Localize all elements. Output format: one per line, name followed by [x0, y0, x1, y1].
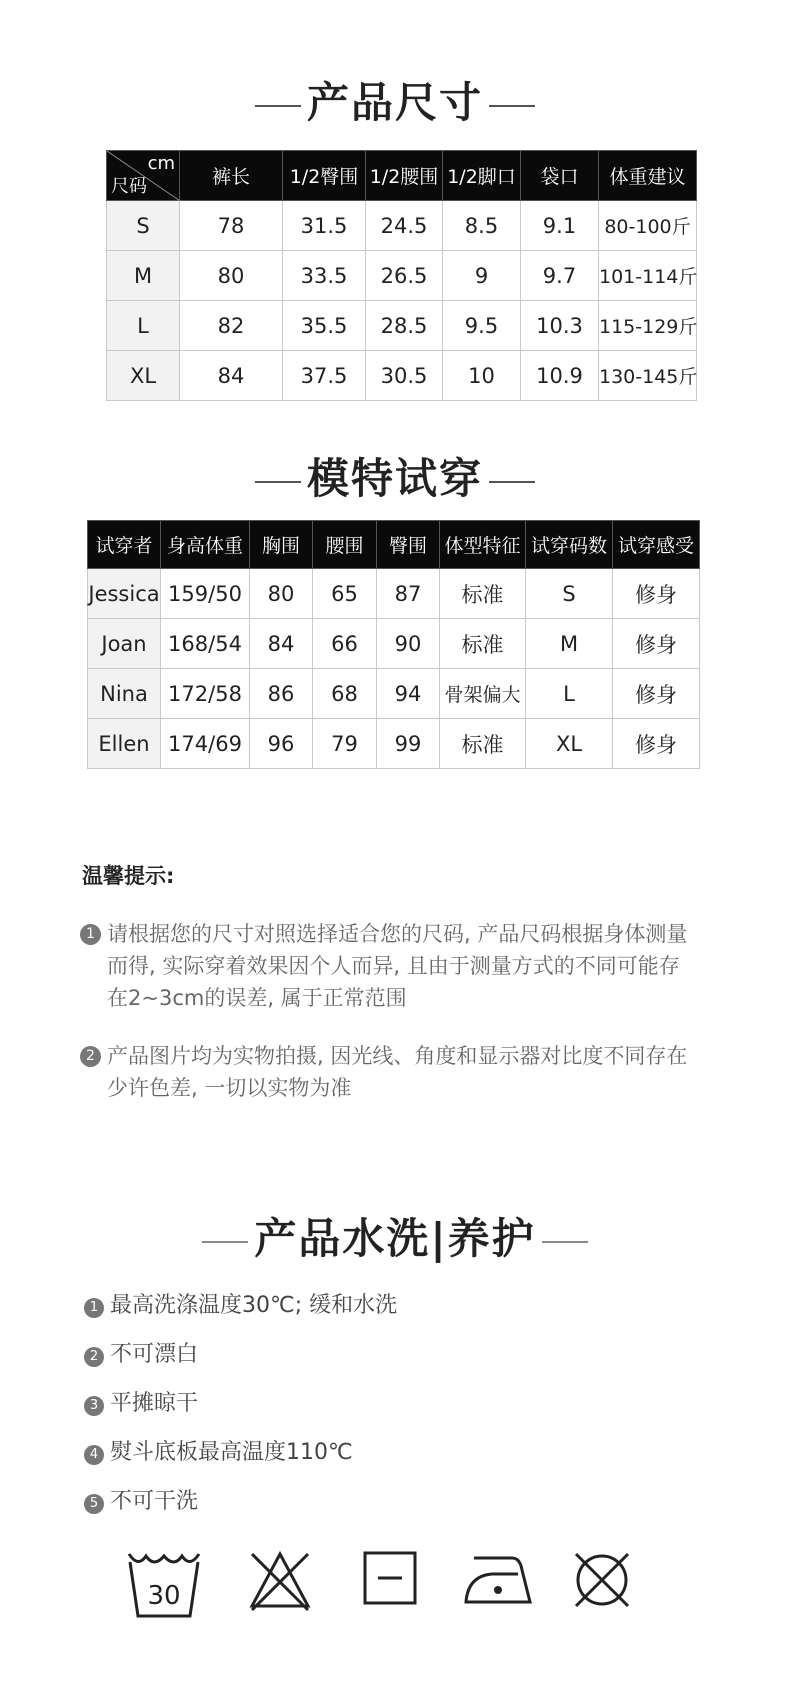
model-row [88, 719, 700, 769]
size-cell: 101-114斤 [599, 251, 697, 301]
care-item [84, 1389, 198, 1419]
model-cell: L [526, 669, 613, 719]
size-table-header [107, 151, 697, 201]
model-cell: 修身 [613, 569, 700, 619]
title-dash-right [542, 1241, 588, 1243]
care-number-badge: 1 [84, 1298, 104, 1318]
model-cell: M [526, 619, 613, 669]
dry-flat-icon [362, 1550, 418, 1606]
model-row [88, 569, 700, 619]
care-number-badge: 3 [84, 1396, 104, 1416]
care-text: 不可干洗 [110, 1489, 199, 1514]
model-cell: 79 [313, 719, 377, 769]
model-cell: 168/54 [161, 619, 250, 669]
tips-heading: 温馨提示: [82, 864, 175, 888]
title-dash-left [202, 1241, 248, 1243]
size-header-cell: 1/2臀围 [283, 151, 366, 201]
care-number-badge: 2 [84, 1347, 104, 1367]
model-cell: 标准 [440, 569, 526, 619]
model-cell: 68 [313, 669, 377, 719]
model-table [87, 520, 700, 769]
care-number-badge: 5 [84, 1494, 104, 1514]
model-header-cell: 试穿码数 [526, 521, 613, 569]
size-header-cell: 体重建议 [599, 151, 697, 201]
model-header-cell: 臀围 [377, 521, 440, 569]
corner-unit-label: cm [147, 153, 175, 174]
no-dry-clean-icon [572, 1550, 632, 1610]
size-header-cell: 袋口 [521, 151, 599, 201]
model-cell: 修身 [613, 619, 700, 669]
model-cell: 65 [313, 569, 377, 619]
size-table-corner [107, 151, 180, 201]
model-cell: 172/58 [161, 669, 250, 719]
size-cell: 78 [180, 201, 283, 251]
iron-low-icon [462, 1550, 534, 1606]
model-cell: 骨架偏大 [440, 669, 526, 719]
size-cell: 30.5 [366, 351, 443, 401]
model-header-cell: 身高体重 [161, 521, 250, 569]
model-cell: 174/69 [161, 719, 250, 769]
care-item [84, 1438, 353, 1468]
size-row [107, 301, 697, 351]
size-cell: 84 [180, 351, 283, 401]
size-cell: 82 [180, 301, 283, 351]
size-cell: 80 [180, 251, 283, 301]
size-cell: 37.5 [283, 351, 366, 401]
model-section-title [0, 446, 790, 506]
model-name: Nina [88, 669, 161, 719]
size-cell: 31.5 [283, 201, 366, 251]
model-section-title-text: 模特试穿 [306, 454, 483, 503]
model-cell: 90 [377, 619, 440, 669]
size-label: L [107, 301, 180, 351]
title-dash-left [255, 481, 301, 483]
no-bleach-icon [248, 1550, 312, 1612]
care-text: 平摊晾干 [110, 1391, 199, 1416]
wash-30-icon [126, 1550, 202, 1620]
size-cell: 10 [443, 351, 521, 401]
model-header-cell: 胸围 [250, 521, 313, 569]
care-number-badge: 4 [84, 1445, 104, 1465]
care-item [84, 1340, 198, 1370]
size-cell: 10.9 [521, 351, 599, 401]
model-cell: 66 [313, 619, 377, 669]
model-cell: 87 [377, 569, 440, 619]
size-cell: 9.1 [521, 201, 599, 251]
size-section-title [0, 70, 790, 130]
size-cell: 24.5 [366, 201, 443, 251]
size-label: M [107, 251, 180, 301]
model-cell: XL [526, 719, 613, 769]
model-header-cell: 腰围 [313, 521, 377, 569]
model-row [88, 619, 700, 669]
tip-item [80, 918, 700, 1014]
model-header-cell: 试穿感受 [613, 521, 700, 569]
model-cell: 80 [250, 569, 313, 619]
size-row [107, 251, 697, 301]
size-cell: 28.5 [366, 301, 443, 351]
size-cell: 9.5 [443, 301, 521, 351]
care-section-title-text: 产品水洗|养护 [254, 1214, 536, 1263]
model-cell: 94 [377, 669, 440, 719]
size-cell: 115-129斤 [599, 301, 697, 351]
size-header-cell: 1/2腰围 [366, 151, 443, 201]
size-cell: 8.5 [443, 201, 521, 251]
care-item [84, 1487, 198, 1517]
model-row [88, 669, 700, 719]
size-cell: 130-145斤 [599, 351, 697, 401]
care-item [84, 1291, 397, 1321]
model-header-cell: 体型特征 [440, 521, 526, 569]
size-section-title-text: 产品尺寸 [306, 78, 483, 127]
model-table-header [88, 521, 700, 569]
tip-item [80, 1040, 700, 1104]
care-section-title [0, 1206, 790, 1266]
care-text: 熨斗底板最高温度110℃ [110, 1440, 353, 1465]
tip-text: 请根据您的尺寸对照选择适合您的尺码, 产品尺码根据身体测量而得, 实际穿着效果因个人而异, 且由于测量方式的不同可能存在2~3cm的误差, 属于正常范围 [107, 922, 688, 1010]
size-row [107, 351, 697, 401]
care-text: 最高洗涤温度30℃; 缓和水洗 [110, 1293, 398, 1318]
model-cell: 84 [250, 619, 313, 669]
model-header-cell: 试穿者 [88, 521, 161, 569]
size-label: S [107, 201, 180, 251]
tip-number-badge: 2 [80, 1046, 101, 1067]
size-label: XL [107, 351, 180, 401]
model-cell: S [526, 569, 613, 619]
size-cell: 33.5 [283, 251, 366, 301]
model-name: Jessica [88, 569, 161, 619]
size-header-cell: 裤长 [180, 151, 283, 201]
size-cell: 35.5 [283, 301, 366, 351]
model-cell: 修身 [613, 669, 700, 719]
model-cell: 96 [250, 719, 313, 769]
size-row [107, 201, 697, 251]
model-cell: 86 [250, 669, 313, 719]
tip-number-badge: 1 [80, 924, 101, 945]
model-cell: 标准 [440, 719, 526, 769]
size-cell: 80-100斤 [599, 201, 697, 251]
title-dash-left [255, 105, 301, 107]
model-name: Joan [88, 619, 161, 669]
corner-size-label: 尺码 [111, 176, 147, 197]
size-cell: 26.5 [366, 251, 443, 301]
care-text: 不可漂白 [110, 1342, 199, 1367]
size-cell: 10.3 [521, 301, 599, 351]
size-table [106, 150, 697, 401]
model-cell: 99 [377, 719, 440, 769]
model-name: Ellen [88, 719, 161, 769]
model-cell: 修身 [613, 719, 700, 769]
model-cell: 标准 [440, 619, 526, 669]
size-header-cell: 1/2脚口 [443, 151, 521, 201]
title-dash-right [489, 481, 535, 483]
title-dash-right [489, 105, 535, 107]
size-cell: 9.7 [521, 251, 599, 301]
size-cell: 9 [443, 251, 521, 301]
model-cell: 159/50 [161, 569, 250, 619]
svg-text:30: 30 [147, 1581, 181, 1611]
tip-text: 产品图片均为实物拍摄, 因光线、角度和显示器对比度不同存在少许色差, 一切以实物为准 [107, 1044, 688, 1100]
